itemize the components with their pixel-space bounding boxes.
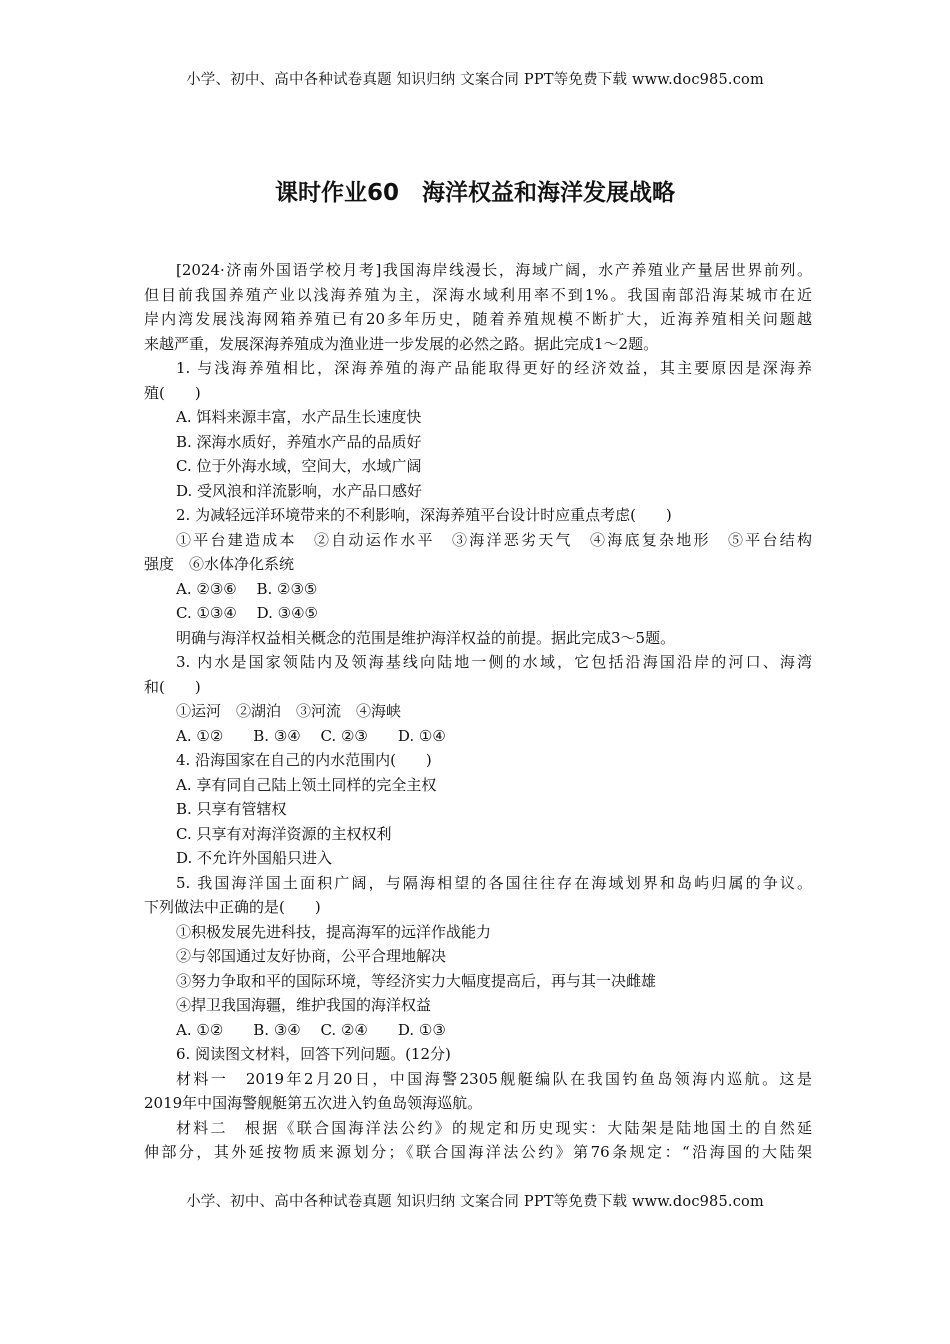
question-4-option-d: D. 不允许外国船只进入 — [176, 849, 333, 867]
question-5-choice-3: ③努力争取和平的国际环境，等经济实力大幅度提高后，再与其一决雌雄 — [176, 971, 657, 990]
question-3-options: A. ①② B. ③④ C. ②③ D. ①④ — [176, 726, 446, 745]
question-2-stem: 2. 为减轻远洋环境带来的不利影响，深海养殖平台设计时应重点考虑( ) — [176, 506, 672, 524]
question-5-choice-4: ④捍卫我国海疆，维护我国的海洋权益 — [176, 996, 432, 1014]
question-6-stem: 6. 阅读图文材料，回答下列问题。(12分) — [176, 1045, 451, 1063]
question-3-choices: ①运河 ②湖泊 ③河流 ④海峡 — [176, 702, 402, 720]
material-2: 材料二 根据《联合国海洋法公约》的规定和历史现实：大陆架是陆地国土的自然延 — [176, 1118, 812, 1137]
question-4-option-c: C. 只享有对海洋资源的主权权利 — [176, 824, 392, 843]
question-3-stem-cont: 和( ) — [144, 677, 201, 696]
material-2-cont: 伸部分，其外延按物质来源划分；《联合国海洋法公约》第76条规定：“沿海国的大陆架 — [144, 1143, 812, 1161]
document-body — [144, 258, 812, 1165]
question-4-option-b: B. 只享有管辖权 — [176, 800, 287, 818]
page-footer-banner: 小学、初中、高中各种试卷真题 知识归纳 文案合同 PPT等免费下载 www.doc985.com — [186, 1194, 764, 1210]
question-4-option-a: A. 享有同自己陆上领土同样的完全主权 — [176, 775, 437, 794]
question-4-stem: 4. 沿海国家在自己的内水范围内( ) — [176, 751, 432, 769]
question-3-stem: 3. 内水是国家领陆内及领海基线向陆地一侧的水域，它包括沿海国沿岸的河口、海湾 — [176, 653, 812, 671]
passage-line: 但目前我国养殖产业以浅海养殖为主，深海水域利用率不到1%。我国南部沿海某城市在近 — [144, 285, 812, 304]
material-1: 材料一 2019年2月20日，中国海警2305舰艇编队在我国钓鱼岛领海内巡航。这是 — [176, 1069, 812, 1088]
page-header-banner: 小学、初中、高中各种试卷真题 知识归纳 文案合同 PPT等免费下载 www.doc985.com — [186, 72, 764, 88]
question-1-option-c: C. 位于外海水域，空间大，水域广阔 — [176, 457, 422, 475]
passage-line: [2024·济南外国语学校月考]我国海岸线漫长，海域广阔，水产养殖业产量居世界前列。 — [176, 261, 812, 279]
question-2-choices: ①平台建造成本 ②自动运作水平 ③海洋恶劣天气 ④海底复杂地形 ⑤平台结构 — [176, 530, 812, 549]
question-5-options: A. ①② B. ③④ C. ②④ D. ①③ — [176, 1020, 446, 1039]
passage-line: 岸内湾发展浅海网箱养殖已有20多年历史，随着养殖规模不断扩大，近海养殖相关问题越 — [144, 310, 812, 328]
question-2-options-cd: C. ①③④ D. ③④⑤ — [176, 604, 318, 622]
page-title: 课时作业60 海洋权益和海洋发展战略 — [274, 180, 675, 206]
passage-line: 来越严重，发展深海养殖成为渔业进一步发展的必然之路。据此完成1～2题。 — [144, 334, 659, 353]
question-1-stem: 1. 与浅海养殖相比，深海养殖的海产品能取得更好的经济效益，其主要原因是深海养 — [176, 359, 812, 377]
question-1-option-d: D. 受风浪和洋流影响，水产品口感好 — [176, 481, 423, 500]
question-5-stem-cont: 下列做法中正确的是( ) — [144, 898, 321, 916]
question-2-options-ab: A. ②③⑥ B. ②③⑤ — [176, 579, 318, 598]
passage-intro-3-5: 明确与海洋权益相关概念的范围是维护海洋权益的前提。据此完成3～5题。 — [176, 628, 676, 647]
question-1-stem-cont: 殖( ) — [144, 383, 201, 402]
question-5-choice-2: ②与邻国通过友好协商，公平合理地解决 — [176, 947, 447, 965]
question-2-choices-cont: 强度 ⑥水体净化系统 — [144, 555, 295, 573]
material-1-cont: 2019年中国海警舰艇第五次进入钓鱼岛领海巡航。 — [144, 1094, 483, 1112]
question-1-option-a: A. 饵料来源丰富，水产品生长速度快 — [176, 408, 422, 426]
question-5-stem: 5. 我国海洋国土面积广阔，与隔海相望的各国往往存在海域划界和岛屿归属的争议。 — [176, 873, 812, 892]
question-5-choice-1: ①积极发展先进科技，提高海军的远洋作战能力 — [176, 922, 492, 941]
question-1-option-b: B. 深海水质好，养殖水产品的品质好 — [176, 432, 422, 451]
